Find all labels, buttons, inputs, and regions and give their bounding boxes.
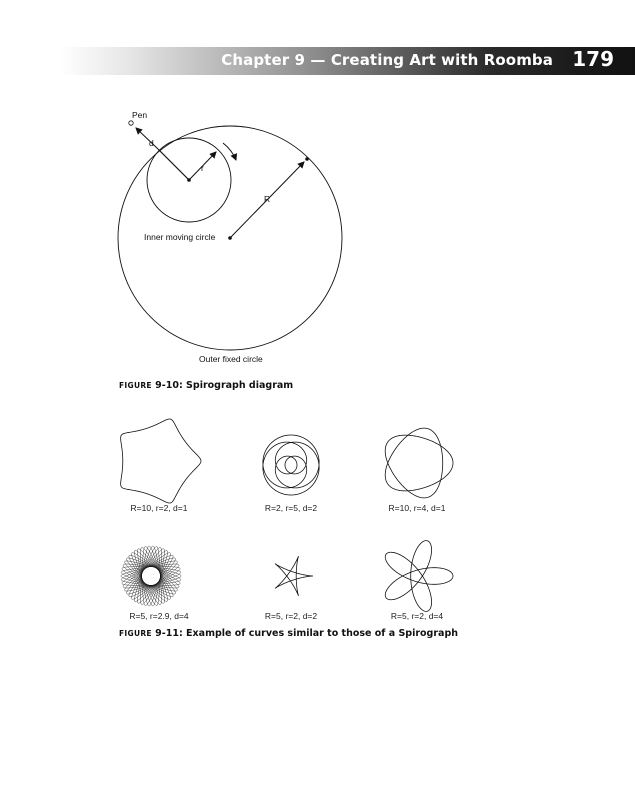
chapter-title: Chapter 9 — Creating Art with Roomba: [221, 51, 553, 69]
spirograph-curve: [385, 541, 453, 612]
figure-11-caption-text: 9-11: Example of curves similar to those of a Spirograph: [151, 628, 459, 639]
R-label: R: [264, 194, 271, 204]
spirograph-curve: [275, 556, 313, 596]
page-number: 179: [572, 47, 614, 71]
plot-label: R=5, r=2, d=4: [390, 611, 444, 621]
figure-11-caption-prefix: FIGURE: [119, 629, 152, 638]
spirograph-curve: [385, 428, 453, 498]
figure-10-caption-text: 9-10: Spirograph diagram: [151, 380, 294, 391]
outer-circle-label: Outer fixed circle: [199, 354, 263, 364]
spirograph-curve: [121, 419, 201, 503]
plot-label: R=5, r=2, d=2: [264, 611, 318, 621]
plot-label: R=10, r=4, d=1: [388, 503, 446, 513]
d-label: d: [149, 138, 154, 148]
r-label: r: [201, 163, 204, 173]
pen-label: Pen: [132, 110, 148, 120]
inner-circle-label: Inner moving circle: [144, 232, 216, 242]
plot-label: R=5, r=2.9, d=4: [129, 611, 189, 621]
figure-11-caption: [119, 628, 458, 639]
spirograph-curve: [121, 546, 181, 606]
plot-label: R=2, r=5, d=2: [264, 503, 318, 513]
plot-label: R=10, r=2, d=1: [130, 503, 188, 513]
figure-10-caption-prefix: FIGURE: [119, 381, 152, 390]
spirograph-curve: [263, 435, 319, 495]
